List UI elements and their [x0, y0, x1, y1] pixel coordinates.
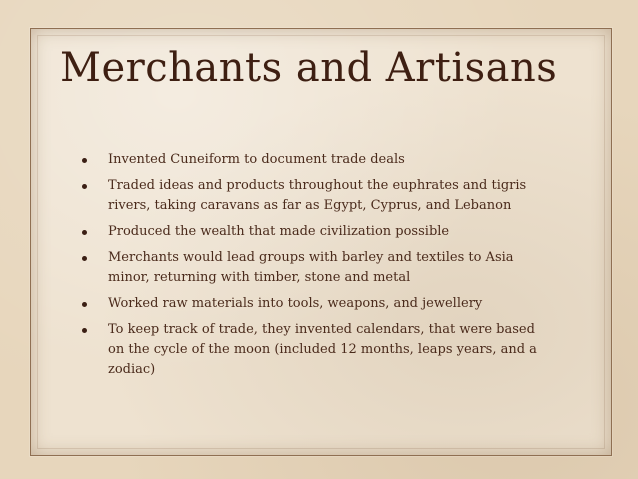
bullet-icon [82, 302, 87, 307]
bullet-item-1 [74, 150, 544, 170]
bullet-icon [82, 184, 87, 189]
slide-title: Merchants and Artisans [60, 45, 558, 91]
bullet-text-6: To keep track of trade, they invented calendars, that were based on the cycle of the moon (included 12 months, leaps years, and a zodiac) [108, 322, 537, 377]
bullet-text-4: Merchants would lead groups with barley and textiles to Asia minor, returning with timber, stone and metal [108, 250, 514, 285]
bullet-item-3 [74, 222, 544, 242]
bullet-text-1: Invented Cuneiform to document trade deals [108, 152, 405, 167]
bullet-list [74, 150, 544, 386]
bullet-text-3: Produced the wealth that made civilization possible [108, 224, 450, 239]
bullet-icon [82, 256, 87, 261]
bullet-text-5: Worked raw materials into tools, weapons, and jewellery [108, 296, 483, 311]
bullet-icon [82, 328, 87, 333]
bullet-item-2 [74, 176, 544, 216]
bullet-item-6 [74, 320, 544, 380]
bullet-item-4 [74, 248, 544, 288]
bullet-text-2: Traded ideas and products throughout the euphrates and tigris rivers, taking caravans as far as Egypt, Cyprus, and Lebanon [108, 178, 527, 213]
bullet-icon [82, 230, 87, 235]
bullet-icon [82, 158, 87, 163]
bullet-item-5 [74, 294, 544, 314]
